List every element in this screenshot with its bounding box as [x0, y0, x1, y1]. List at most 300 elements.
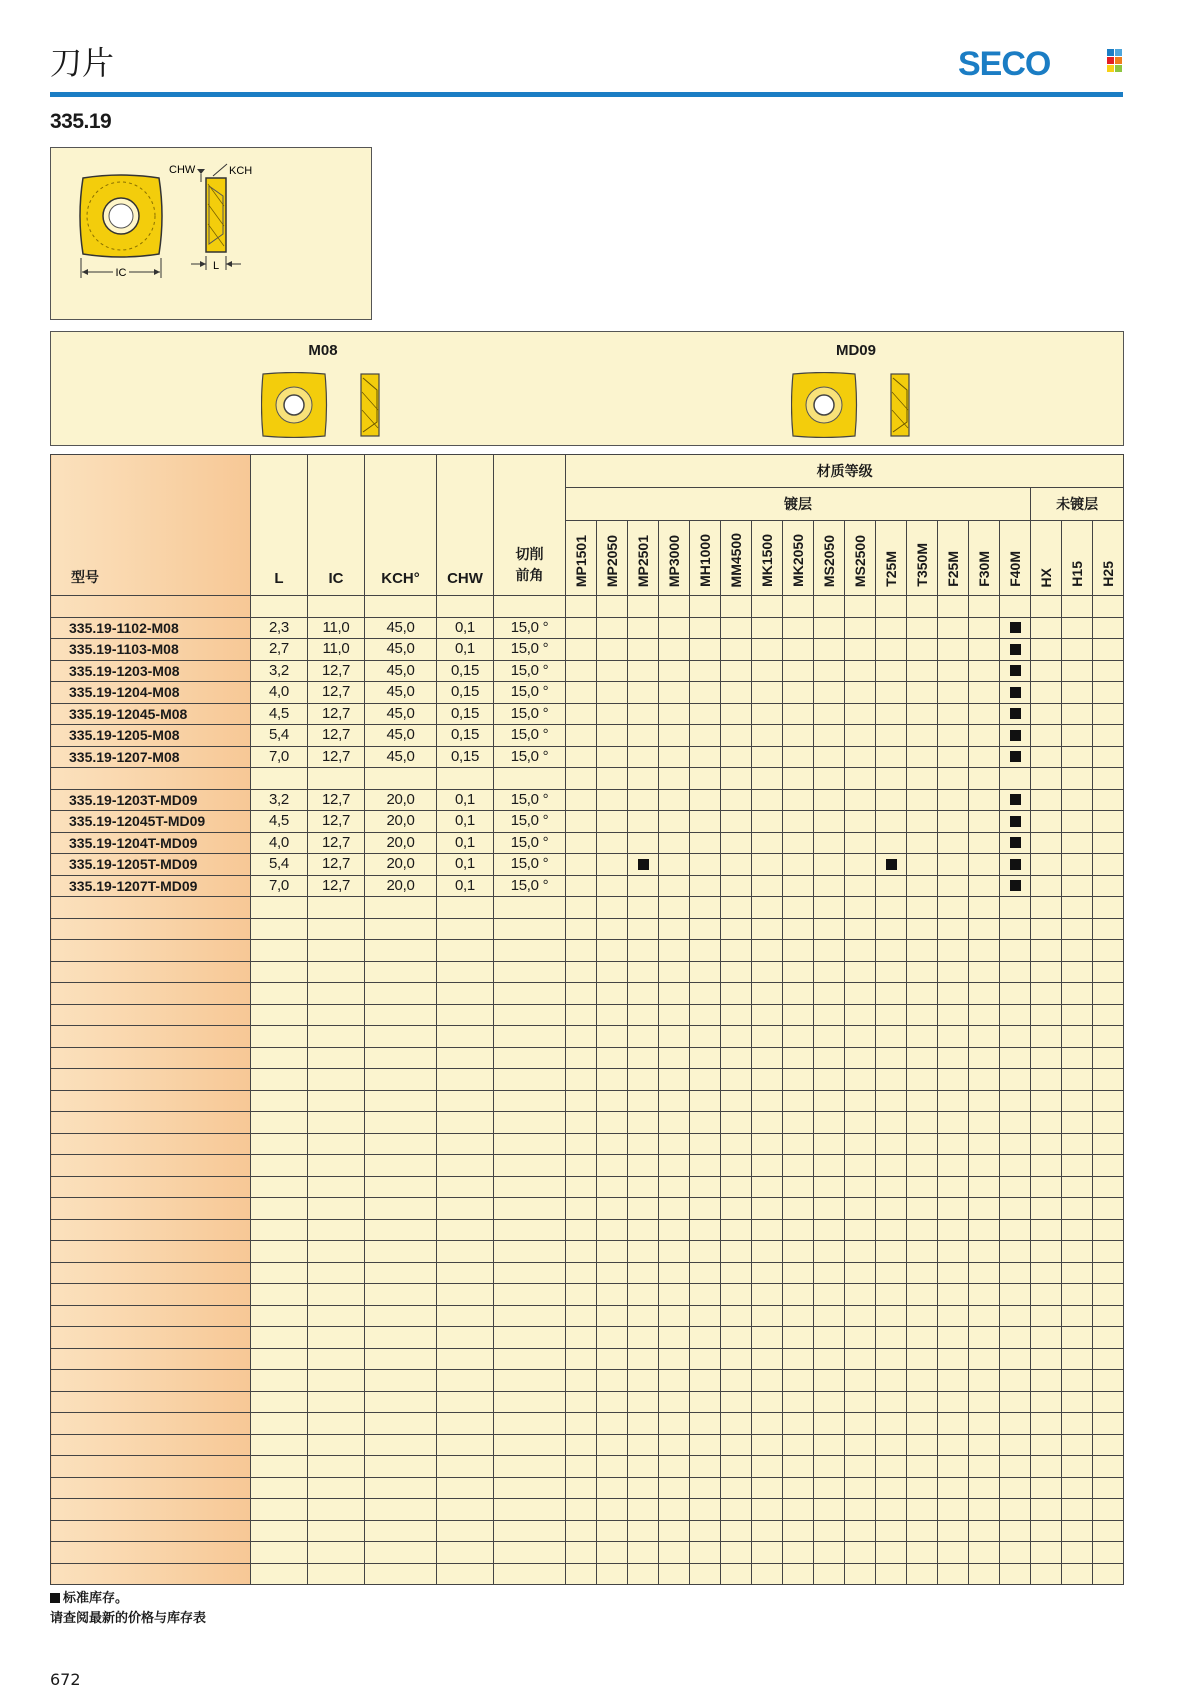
grade-cell: [1093, 1069, 1124, 1091]
grade-cell: [1062, 1047, 1093, 1069]
grade-cell: [659, 1284, 690, 1306]
value-cell: [251, 1241, 308, 1263]
value-cell: [365, 596, 437, 618]
grade-cell-hx: [1031, 854, 1062, 876]
stock-marker-icon: [1010, 644, 1021, 655]
grade-cell: [1000, 1198, 1031, 1220]
value-cell: [437, 961, 494, 983]
grade-header-label: HX: [1038, 567, 1054, 587]
value-cell: [308, 1090, 365, 1112]
empty-row: [51, 1241, 1124, 1263]
grade-header-label: MS2050: [821, 534, 837, 587]
table-row: [51, 660, 1124, 682]
grade-cell: [969, 1047, 1000, 1069]
stock-marker-icon: [50, 1593, 60, 1603]
grade-cell: [1000, 897, 1031, 919]
grade-cell: [783, 1176, 814, 1198]
grade-cell-t25m: [876, 768, 907, 790]
grade-cell-mh1000: [690, 682, 721, 704]
grade-cell: [907, 1477, 938, 1499]
value-cell: [365, 1477, 437, 1499]
value-cell: [251, 1413, 308, 1435]
grade-cell: [938, 1090, 969, 1112]
grade-cell: [938, 1327, 969, 1349]
grade-cell: [1031, 1370, 1062, 1392]
grade-cell-mm4500: [721, 617, 752, 639]
grade-cell: [628, 1133, 659, 1155]
grade-cell: [1093, 1090, 1124, 1112]
grade-cell-mk1500: [752, 789, 783, 811]
grade-cell-mp1501: [566, 832, 597, 854]
grade-cell: [752, 1434, 783, 1456]
model-cell: [51, 1327, 251, 1349]
grade-cell: [907, 897, 938, 919]
l-label: L: [212, 260, 220, 272]
grade-cell-f30m: [969, 682, 1000, 704]
grade-cell: [876, 1391, 907, 1413]
grade-cell-f40m: [1000, 703, 1031, 725]
grade-cell: [721, 1155, 752, 1177]
grade-cell-mh1000: [690, 639, 721, 661]
grade-cell: [566, 940, 597, 962]
grade-cell: [1062, 1133, 1093, 1155]
grade-cell: [1062, 1219, 1093, 1241]
grade-cell-t350m: [907, 682, 938, 704]
grade-cell: [628, 1284, 659, 1306]
grade-cell-mp3000: [659, 789, 690, 811]
grade-cell-mp1501: [566, 703, 597, 725]
grade-cell: [938, 1069, 969, 1091]
empty-row: [51, 1413, 1124, 1435]
grade-cell-mp3000: [659, 660, 690, 682]
value-cell-chw: 0,15: [437, 660, 494, 682]
value-cell-kch: 45,0: [365, 660, 437, 682]
model-cell: [51, 1198, 251, 1220]
value-cell-chw: 0,1: [437, 639, 494, 661]
value-cell: [251, 1499, 308, 1521]
grade-cell-hx: [1031, 639, 1062, 661]
grade-cell: [814, 1026, 845, 1048]
value-cell: [494, 1198, 566, 1220]
grade-cell-mp2050: [597, 789, 628, 811]
grade-cell-mp1501: [566, 854, 597, 876]
grade-cell-f30m: [969, 832, 1000, 854]
grade-cell: [783, 1262, 814, 1284]
value-cell-l: 5,4: [251, 725, 308, 747]
empty-row: [51, 1542, 1124, 1564]
grade-cell: [969, 1413, 1000, 1435]
grade-cell: [659, 1391, 690, 1413]
grade-cell: [566, 1047, 597, 1069]
stock-marker-icon: [1010, 816, 1021, 827]
grade-cell-mh1000: [690, 617, 721, 639]
grade-cell-t350m: [907, 789, 938, 811]
grade-cell-h15: [1062, 811, 1093, 833]
grade-cell: [876, 1176, 907, 1198]
grade-cell: [969, 1348, 1000, 1370]
grade-cell: [907, 596, 938, 618]
grade-cell: [938, 1499, 969, 1521]
value-cell: [251, 918, 308, 940]
value-cell-kch: 20,0: [365, 789, 437, 811]
value-cell: [251, 596, 308, 618]
value-cell: [308, 1305, 365, 1327]
grade-cell: [690, 1176, 721, 1198]
grade-cell: [628, 1219, 659, 1241]
grade-cell: [628, 1434, 659, 1456]
empty-row: [51, 1327, 1124, 1349]
grade-cell-t25m: [876, 832, 907, 854]
grade-cell: [721, 1090, 752, 1112]
grade-cell-f40m: [1000, 875, 1031, 897]
grade-cell: [597, 1133, 628, 1155]
grade-cell: [752, 1370, 783, 1392]
value-cell: [437, 1069, 494, 1091]
value-cell: [251, 1434, 308, 1456]
grade-cell-mh1000: [690, 854, 721, 876]
grade-cell-f40m: [1000, 682, 1031, 704]
grade-cell: [690, 1434, 721, 1456]
value-cell: [437, 1284, 494, 1306]
grade-cell-h25: [1093, 682, 1124, 704]
grade-cell: [1093, 1434, 1124, 1456]
grade-cell: [969, 1563, 1000, 1585]
grade-cell: [1062, 961, 1093, 983]
grade-cell: [1062, 1348, 1093, 1370]
grade-cell: [814, 1047, 845, 1069]
grade-cell: [597, 918, 628, 940]
grade-cell: [721, 1176, 752, 1198]
grade-cell-mh1000: [690, 875, 721, 897]
grade-header-t350m: [907, 521, 938, 596]
grade-cell: [814, 1327, 845, 1349]
value-cell: [251, 940, 308, 962]
grade-cell: [814, 1241, 845, 1263]
grade-cell: [721, 1219, 752, 1241]
grade-cell-f30m: [969, 703, 1000, 725]
grade-cell: [969, 1284, 1000, 1306]
grade-cell: [752, 940, 783, 962]
grade-cell: [597, 1069, 628, 1091]
grade-cell-f40m: [1000, 789, 1031, 811]
grade-cell-f30m: [969, 660, 1000, 682]
value-cell-angle: 15,0 °: [494, 617, 566, 639]
grade-cell-mk2050: [783, 811, 814, 833]
grade-cell: [690, 1284, 721, 1306]
grade-header-label: MP1501: [573, 534, 589, 587]
grade-cell: [566, 1069, 597, 1091]
grade-cell: [628, 1262, 659, 1284]
grade-cell: [969, 1370, 1000, 1392]
grade-cell: [1031, 1069, 1062, 1091]
grade-cell: [814, 1563, 845, 1585]
value-cell: [251, 1219, 308, 1241]
value-cell: [365, 1284, 437, 1306]
value-cell-angle: 15,0 °: [494, 703, 566, 725]
grade-cell: [690, 1241, 721, 1263]
grade-cell: [659, 897, 690, 919]
grade-header-label: MP2501: [635, 534, 651, 587]
table-row: [51, 703, 1124, 725]
grade-cell: [1093, 1499, 1124, 1521]
grade-cell-hx: [1031, 617, 1062, 639]
model-cell: 335.19-1207T-MD09: [51, 875, 251, 897]
grade-cell: [721, 1456, 752, 1478]
value-cell: [365, 1262, 437, 1284]
coated-header: 镀层: [566, 488, 1031, 521]
grade-cell: [969, 1026, 1000, 1048]
grade-cell-t25m: [876, 682, 907, 704]
value-cell-ic: 12,7: [308, 660, 365, 682]
grade-cell: [721, 1391, 752, 1413]
grade-header-label: MH1000: [697, 534, 713, 587]
grade-cell-mh1000: [690, 832, 721, 854]
grade-cell-mk2050: [783, 703, 814, 725]
grade-cell: [752, 1026, 783, 1048]
grade-cell: [1031, 1542, 1062, 1564]
grade-cell-t350m: [907, 639, 938, 661]
value-cell: [494, 1112, 566, 1134]
value-cell: [251, 897, 308, 919]
value-cell-angle: 15,0 °: [494, 854, 566, 876]
value-cell-l: 7,0: [251, 746, 308, 768]
grade-cell: [1031, 1176, 1062, 1198]
grade-cell: [845, 1413, 876, 1435]
grade-cell: [597, 1305, 628, 1327]
grade-cell-f25m: [938, 875, 969, 897]
grade-cell: [814, 1090, 845, 1112]
value-cell: [494, 1499, 566, 1521]
grade-cell: [690, 1477, 721, 1499]
grade-cell-h15: [1062, 832, 1093, 854]
grade-cell: [907, 1112, 938, 1134]
grade-cell: [752, 1219, 783, 1241]
grade-cell: [690, 1112, 721, 1134]
grade-cell-mp1501: [566, 875, 597, 897]
grade-cell-mp3000: [659, 617, 690, 639]
grade-cell: [814, 1499, 845, 1521]
grade-cell-h15: [1062, 682, 1093, 704]
grade-cell: [597, 1262, 628, 1284]
grade-cell: [876, 1241, 907, 1263]
grade-cell: [566, 1434, 597, 1456]
grade-cell: [876, 1413, 907, 1435]
grade-cell-mp2050: [597, 768, 628, 790]
grade-cell: [659, 1477, 690, 1499]
grade-cell: [566, 1542, 597, 1564]
grade-cell: [597, 1047, 628, 1069]
grade-cell: [1000, 1004, 1031, 1026]
empty-row: [51, 1198, 1124, 1220]
model-cell: 335.19-1102-M08: [51, 617, 251, 639]
model-cell: [51, 1047, 251, 1069]
grade-cell-mp3000: [659, 768, 690, 790]
grade-cell: [597, 1348, 628, 1370]
grade-cell: [1031, 1090, 1062, 1112]
grade-cell-mm4500: [721, 789, 752, 811]
grade-cell: [690, 1348, 721, 1370]
ic-label: IC: [115, 267, 127, 279]
grade-cell: [907, 1563, 938, 1585]
value-cell: [308, 983, 365, 1005]
grade-cell: [876, 1198, 907, 1220]
grade-cell: [1000, 1026, 1031, 1048]
grade-cell: [814, 897, 845, 919]
model-cell: 335.19-1207-M08: [51, 746, 251, 768]
model-cell: 335.19-1205-M08: [51, 725, 251, 747]
model-cell: 335.19-1203T-MD09: [51, 789, 251, 811]
grade-cell: [690, 1219, 721, 1241]
grade-cell: [1062, 1069, 1093, 1091]
grade-cell-mk2050: [783, 875, 814, 897]
stock-marker-icon: [1010, 880, 1021, 891]
value-cell: [365, 1520, 437, 1542]
grade-cell: [566, 1413, 597, 1435]
grade-cell: [1031, 1520, 1062, 1542]
value-cell: [308, 1477, 365, 1499]
grade-cell: [1000, 1090, 1031, 1112]
grade-cell: [597, 1520, 628, 1542]
grade-cell: [659, 1327, 690, 1349]
grade-cell: [969, 897, 1000, 919]
grade-cell: [783, 940, 814, 962]
grade-cell: [876, 1305, 907, 1327]
grade-header-label: F25M: [945, 551, 961, 587]
grade-cell: [1031, 1004, 1062, 1026]
grade-cell: [1031, 1133, 1062, 1155]
grade-cell-mm4500: [721, 639, 752, 661]
value-cell: [365, 940, 437, 962]
model-cell: [51, 1348, 251, 1370]
value-cell: [365, 1219, 437, 1241]
grade-cell: [566, 1477, 597, 1499]
grade-cell-h25: [1093, 639, 1124, 661]
grade-cell-f30m: [969, 789, 1000, 811]
grade-cell: [1000, 1370, 1031, 1392]
grade-cell: [690, 1026, 721, 1048]
grade-cell-f25m: [938, 660, 969, 682]
value-cell: [494, 1477, 566, 1499]
grade-cell: [628, 1305, 659, 1327]
value-cell: [251, 1327, 308, 1349]
value-cell: [437, 1090, 494, 1112]
grade-cell: [597, 1327, 628, 1349]
table-row: [51, 746, 1124, 768]
grade-cell: [752, 1198, 783, 1220]
grade-cell: [907, 1241, 938, 1263]
grade-cell: [597, 1413, 628, 1435]
grade-cell: [1031, 1456, 1062, 1478]
value-cell: [308, 1434, 365, 1456]
grade-cell: [1062, 1327, 1093, 1349]
table-row: [51, 725, 1124, 747]
value-cell: [251, 1090, 308, 1112]
grade-cell-f40m: [1000, 768, 1031, 790]
grade-cell: [845, 961, 876, 983]
grade-cell: [659, 1090, 690, 1112]
table-row: [51, 854, 1124, 876]
grade-cell: [876, 983, 907, 1005]
grade-cell: [1093, 897, 1124, 919]
grade-cell: [907, 1542, 938, 1564]
empty-row: [51, 1262, 1124, 1284]
grade-cell: [907, 1090, 938, 1112]
table-head: [51, 455, 1124, 596]
grade-cell: [721, 1004, 752, 1026]
grade-cell: [969, 1456, 1000, 1478]
grade-cell: [938, 1133, 969, 1155]
grade-cell-mp2050: [597, 811, 628, 833]
grade-cell: [752, 1133, 783, 1155]
grade-cell-mk1500: [752, 703, 783, 725]
value-cell: [494, 1004, 566, 1026]
grade-cell: [659, 1499, 690, 1521]
grade-cell: [814, 961, 845, 983]
model-cell: [51, 1499, 251, 1521]
grade-cell: [783, 1198, 814, 1220]
insert-table-wrapper: [50, 454, 1124, 1584]
grade-cell: [907, 1520, 938, 1542]
value-cell-angle: 15,0 °: [494, 789, 566, 811]
grade-cell: [628, 1112, 659, 1134]
grade-cell-mp1501: [566, 789, 597, 811]
grade-cell-mm4500: [721, 768, 752, 790]
grade-cell-hx: [1031, 832, 1062, 854]
grade-cell: [938, 1391, 969, 1413]
grade-cell: [721, 897, 752, 919]
grade-cell: [628, 1198, 659, 1220]
model-cell: [51, 1155, 251, 1177]
grade-cell: [1031, 1477, 1062, 1499]
grade-cell-t25m: [876, 746, 907, 768]
value-cell: [437, 1305, 494, 1327]
grade-cell: [752, 1348, 783, 1370]
grade-cell-hx: [1031, 703, 1062, 725]
value-cell: [365, 1069, 437, 1091]
grade-cell-mp3000: [659, 746, 690, 768]
value-cell-ic: 12,7: [308, 854, 365, 876]
grade-cell: [907, 1262, 938, 1284]
grade-cell: [659, 1047, 690, 1069]
grade-cell-mk1500: [752, 746, 783, 768]
grade-cell-t350m: [907, 811, 938, 833]
empty-row: [51, 1219, 1124, 1241]
grade-cell: [783, 1477, 814, 1499]
grade-cell: [1031, 940, 1062, 962]
value-cell: [494, 1305, 566, 1327]
model-cell: 335.19-1205T-MD09: [51, 854, 251, 876]
grade-cell: [566, 1176, 597, 1198]
grade-cell: [1093, 983, 1124, 1005]
grade-cell: [752, 1477, 783, 1499]
value-cell: [437, 1370, 494, 1392]
grade-cell-t350m: [907, 746, 938, 768]
grade-cell-f25m: [938, 746, 969, 768]
value-cell: [365, 1456, 437, 1478]
grade-cell: [845, 1456, 876, 1478]
grade-cell: [938, 1370, 969, 1392]
grade-cell: [783, 1155, 814, 1177]
grade-cell: [1000, 1305, 1031, 1327]
value-cell: [437, 1176, 494, 1198]
grade-cell: [597, 1004, 628, 1026]
grade-cell: [1031, 1391, 1062, 1413]
value-cell: [494, 1413, 566, 1435]
value-cell: [251, 961, 308, 983]
grade-cell-f40m: [1000, 811, 1031, 833]
value-cell: [437, 1348, 494, 1370]
grade-cell-mp3000: [659, 682, 690, 704]
